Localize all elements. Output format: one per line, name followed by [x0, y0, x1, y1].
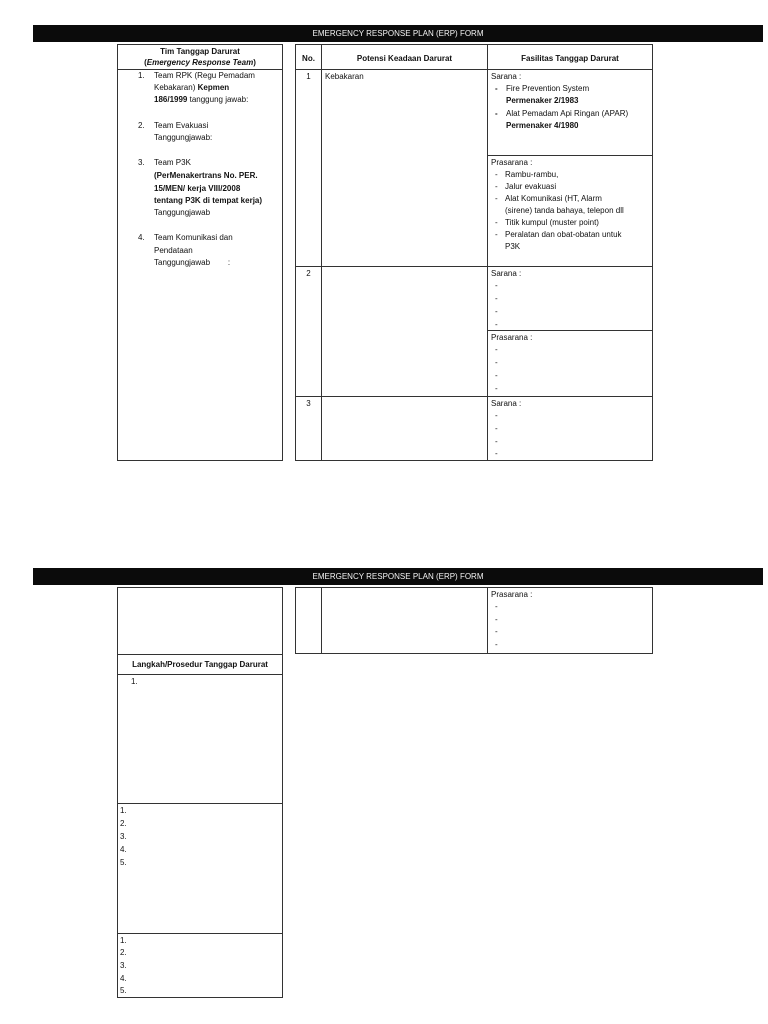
bullet-dash: - [495, 84, 498, 93]
team-item-3-line1: Team P3K [154, 158, 191, 167]
row-2-sarana-dash-4: - [495, 320, 498, 329]
team-item-4-num: 4. [138, 233, 145, 242]
procedure-heading: Langkah/Prosedur Tanggap Darurat [132, 660, 268, 669]
row-3-sarana-label: Sarana : [491, 399, 522, 408]
row-2-sarana-dash-2: - [495, 294, 498, 303]
col-fasilitas-header: Fasilitas Tanggap Darurat [521, 54, 619, 63]
row-1-sarana-item-1-reg: Permenaker 2/1983 [506, 96, 579, 105]
team-item-1-line2: Kebakaran) Kepmen [154, 83, 230, 92]
team-item-1-line1: Team RPK (Regu Pemadam [154, 71, 255, 80]
potensi-table-continuation [295, 587, 653, 654]
cont-prasarana-label: Prasarana : [491, 590, 533, 599]
row-2-prasarana-dash-4: - [495, 384, 498, 393]
team-item-4-line1: Team Komunikasi dan [154, 233, 233, 242]
row-2-no: 2 [306, 269, 311, 278]
row-1-prasarana-item-2: Jalur evakuasi [505, 182, 557, 191]
row-1-prasarana-item-1: Rambu-rambu, [505, 170, 559, 179]
list-a-item-4: 4. [120, 845, 127, 854]
row-1-prasarana-item-3: Alat Komunikasi (HT, Alarm [505, 194, 602, 203]
row-1-no: 1 [306, 72, 311, 81]
row-2-prasarana-dash-3: - [495, 371, 498, 380]
form-title-bar-2 [33, 568, 763, 585]
row-1-prasarana-item-5: Peralatan dan obat-obatan untuk [505, 230, 622, 239]
list-b-item-3: 3. [120, 961, 127, 970]
row-1-prasarana-item-4: Titik kumpul (muster point) [505, 218, 599, 227]
cont-prasarana-dash-4: - [495, 640, 498, 649]
team-item-2-line1: Team Evakuasi [154, 121, 209, 130]
team-subheading: (Emergency Response Team) [144, 58, 256, 67]
team-item-1-line3: 186/1999 tanggung jawab: [154, 95, 249, 104]
row-3-sarana-dash-1: - [495, 411, 498, 420]
bullet-dash: - [495, 230, 498, 239]
bullet-dash: - [495, 182, 498, 191]
cont-prasarana-dash-1: - [495, 602, 498, 611]
list-a-item-3: 3. [120, 832, 127, 841]
row-3-sarana-dash-4: - [495, 449, 498, 458]
row-1-sarana-item-2: Alat Pemadam Api Ringan (APAR) [506, 109, 629, 118]
row-1-sarana-item-1: Fire Prevention System [506, 84, 590, 93]
row-2-prasarana-label: Prasarana : [491, 333, 533, 342]
row-3-no: 3 [306, 399, 311, 408]
form-title-2: EMERGENCY RESPONSE PLAN (ERP) FORM [312, 572, 484, 581]
row-2-sarana-label: Sarana : [491, 269, 522, 278]
team-item-2-line2: Tanggungjawab: [154, 133, 213, 142]
list-a-item-2: 2. [120, 819, 127, 828]
team-item-4-line2: Pendataan [154, 246, 193, 255]
procedure-box [117, 654, 283, 998]
team-item-3-num: 3. [138, 158, 145, 167]
row-1-sarana-item-2-reg: Permenaker 4/1980 [506, 121, 579, 130]
list-b-item-5: 5. [120, 986, 127, 995]
cont-prasarana-dash-2: - [495, 615, 498, 624]
row-3-sarana-dash-3: - [495, 437, 498, 446]
row-2-sarana-dash-1: - [495, 281, 498, 290]
row-2-prasarana-dash-2: - [495, 358, 498, 367]
team-item-2-num: 2. [138, 121, 145, 130]
cont-prasarana-dash-3: - [495, 627, 498, 636]
row-1-prasarana-label: Prasarana : [491, 158, 533, 167]
row-2-prasarana-dash-1: - [495, 345, 498, 354]
procedure-item-1: 1. [131, 677, 138, 686]
bullet-dash: - [495, 109, 498, 118]
team-item-4-line3: Tanggungjawab : [154, 258, 231, 267]
row-2-sarana-dash-3: - [495, 307, 498, 316]
team-continuation-box [117, 587, 283, 655]
row-3-sarana-dash-2: - [495, 424, 498, 433]
row-1-sarana-label: Sarana : [491, 72, 522, 81]
bullet-dash: - [495, 218, 498, 227]
list-b-item-2: 2. [120, 948, 127, 957]
list-b-item-4: 4. [120, 974, 127, 983]
form-title: EMERGENCY RESPONSE PLAN (ERP) FORM [312, 29, 484, 38]
team-item-3-line3: 15/MEN/ kerja VIII/2008 [154, 184, 241, 193]
list-a-item-5: 5. [120, 858, 127, 867]
col-potensi-header: Potensi Keadaan Darurat [356, 54, 453, 63]
row-1-prasarana-item-5b: P3K [505, 242, 521, 251]
row-1-potensi: Kebakaran [325, 72, 364, 81]
list-a-item-1: 1. [120, 806, 127, 815]
team-heading: Tim Tanggap Darurat [160, 47, 240, 56]
team-item-1-num: 1. [138, 71, 145, 80]
row-1-prasarana-item-3b: (sirene) tanda bahaya, telepon dll [505, 206, 624, 215]
team-item-3-line4: tentang P3K di tempat kerja) [154, 196, 263, 205]
list-b-item-1: 1. [120, 936, 127, 945]
bullet-dash: - [495, 170, 498, 179]
col-no-header: No. [302, 54, 315, 63]
team-item-3-line5: Tanggungjawab [154, 208, 211, 217]
team-item-3-line2: (PerMenakertrans No. PER. [154, 171, 258, 180]
bullet-dash: - [495, 194, 498, 203]
